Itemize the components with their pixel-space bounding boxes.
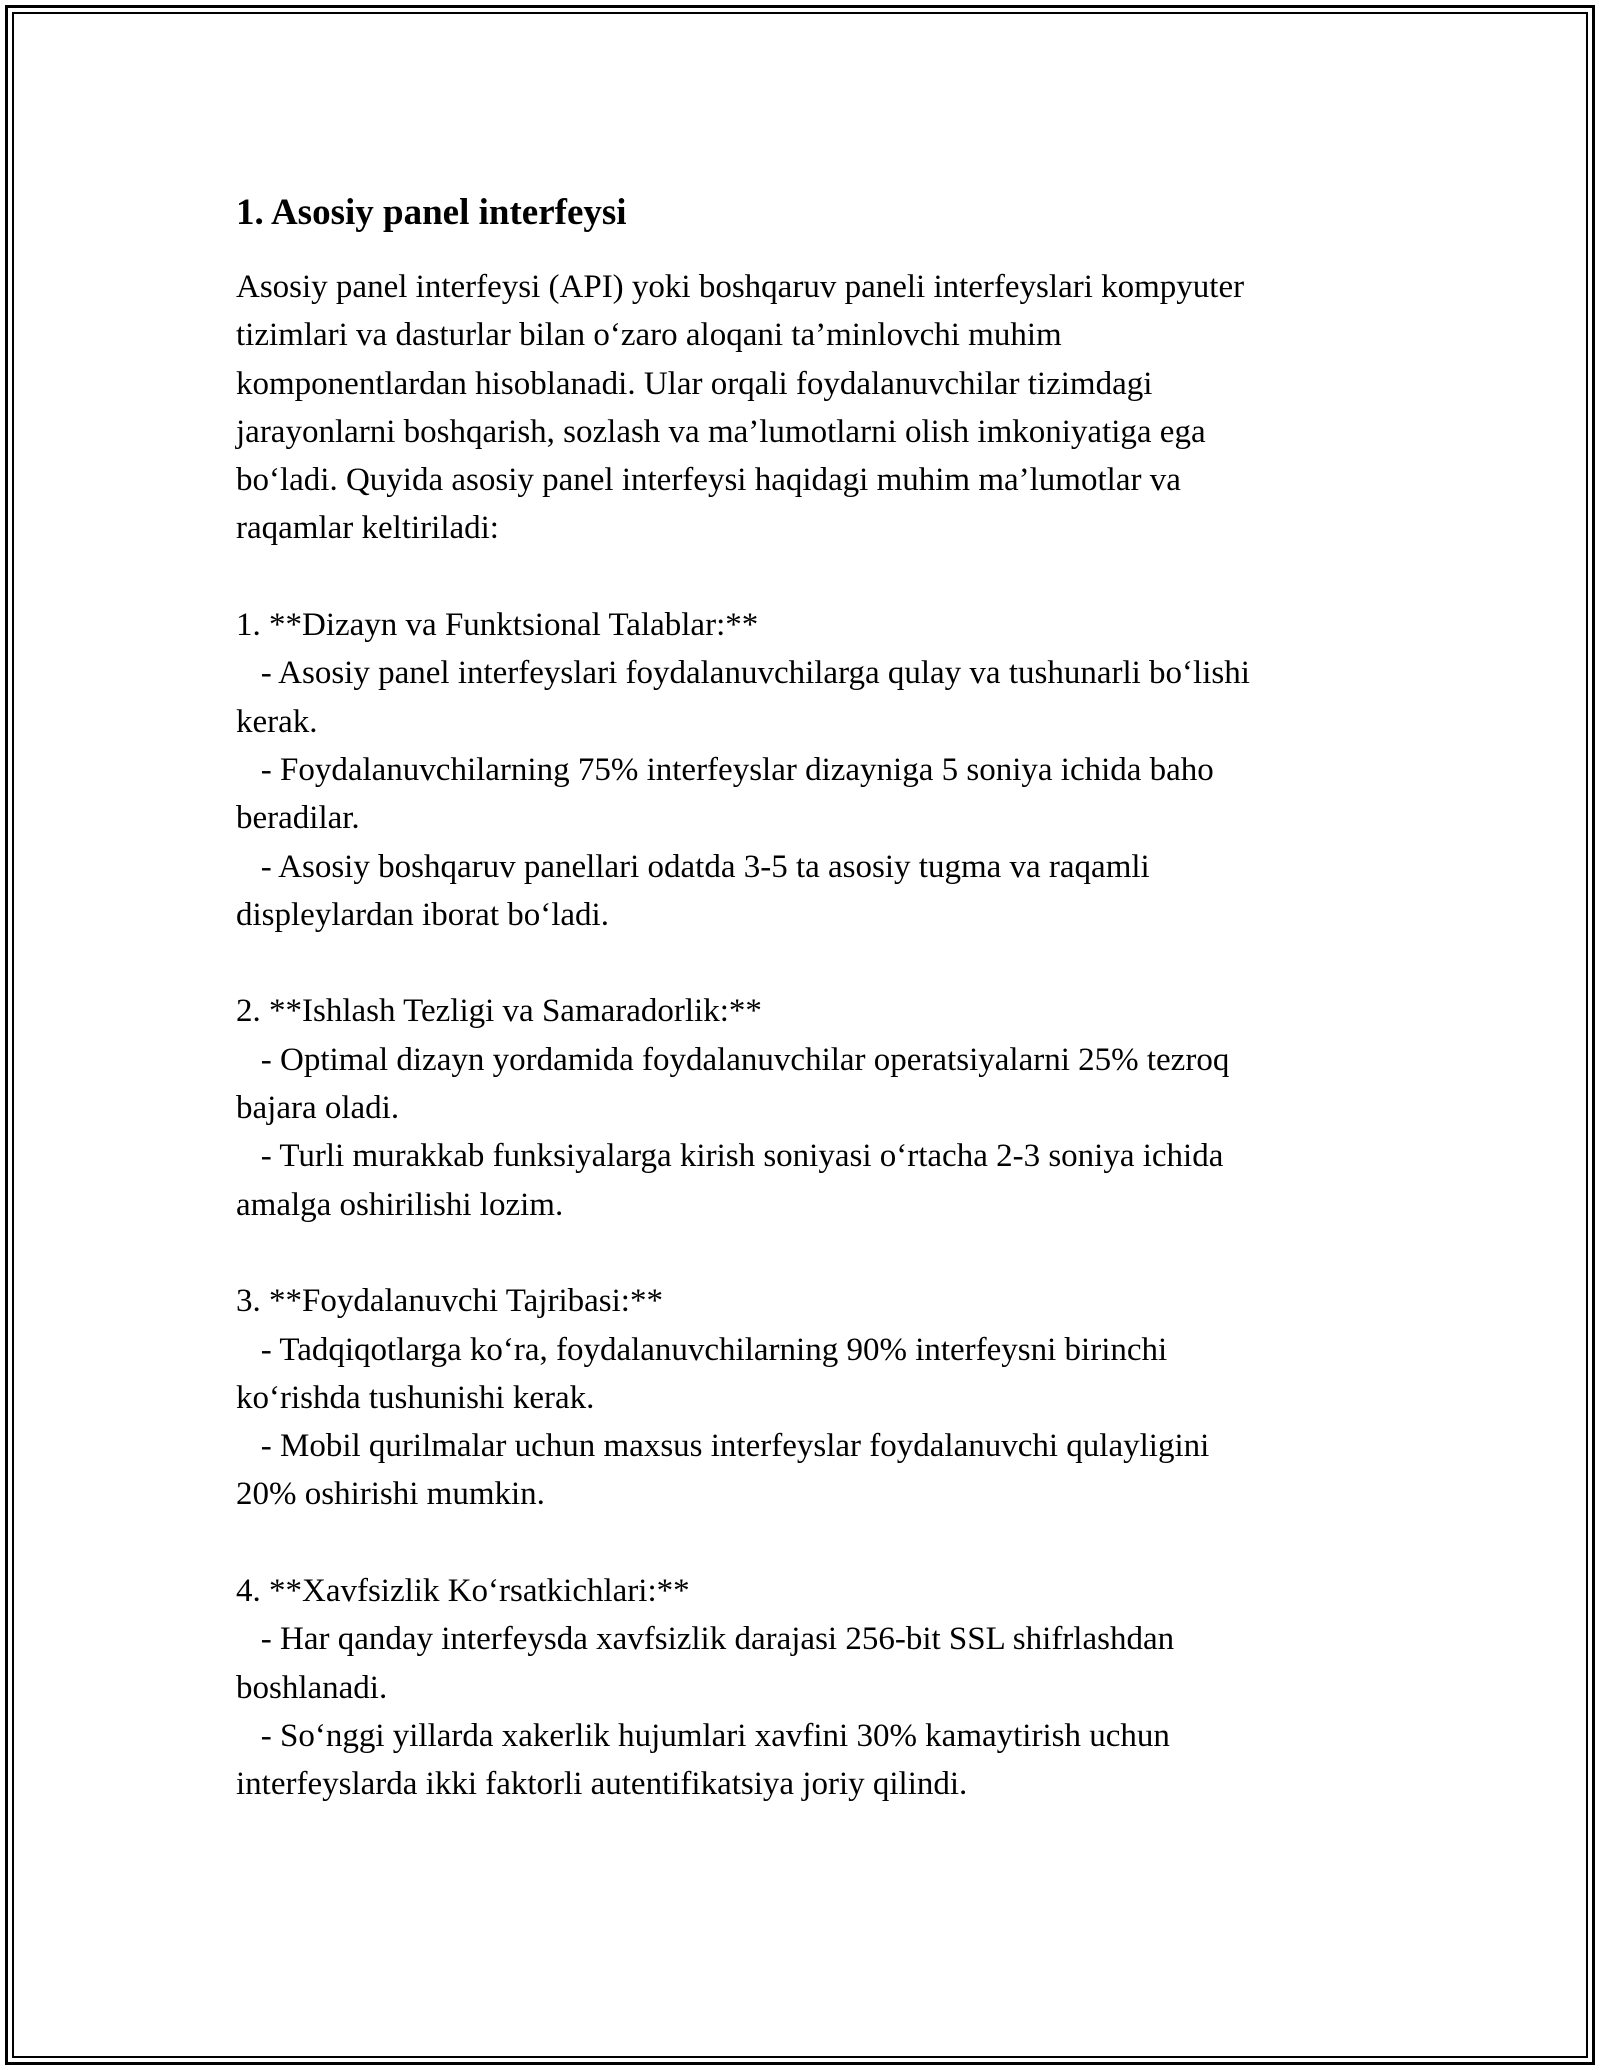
document-title: 1. Asosiy panel interfeysi — [236, 192, 627, 233]
document-content — [236, 185, 1366, 1809]
document-body: Asosiy panel interfeysi (API) yoki boshqaruv paneli interfeyslari kompyuter tizimlari va dasturlar bilan o‘zaro aloqani ta’minlovchi muhim komponentlardan hisoblanadi. Ular orqali foydalanuvchilar tizimdagi jarayonlarni boshqarish, sozlash va ma’lumotlarni olish imkoniyatiga ega bo‘ladi. Quyida asosiy panel interfeysi haqidagi muhim ma’lumotlar va raqamlar keltiriladi: 1. **Dizayn va Funktsional Talablar:** - Asosiy panel interfeyslari foydalanuvchilarga qulay va tushunarli bo‘lishi kerak. - Foydalanuvchilarning 75% interfeyslar dizayniga 5 soniya ichida baho beradilar. - Asosiy boshqaruv panellari odatda 3-5 ta asosiy tugma va raqamli displeylardan iborat bo‘ladi. 2. **Ishlash Tezligi va Samaradorlik:** - Optimal dizayn yordamida foydalanuvchilar operatsiyalarni 25% tezroq bajara oladi. - Turli murakkab funksiyalarga kirish soniyasi o‘rtacha 2-3 soniya ichida amalga oshirilishi lozim. 3. **Foydalanuvchi Tajribasi:** - Tadqiqotlarga ko‘ra, foydalanuvchilarning 90% interfeysni birinchi ko‘rishda tushunishi kerak. - Mobil qurilmalar uchun maxsus interfeyslar foydalanuvchi qulayligini 20% oshirishi mumkin. 4. **Xavfsizlik Ko‘rsatkichlari:** - Har qanday interfeysda xavfsizlik darajasi 256-bit SSL shifrlashdan boshlanadi. - So‘nggi yillarda xakerlik hujumlari xavfini 30% kamaytirish uchun interfeyslarda ikki faktorli autentifikatsiya joriy qilindi. — [236, 269, 1250, 1803]
